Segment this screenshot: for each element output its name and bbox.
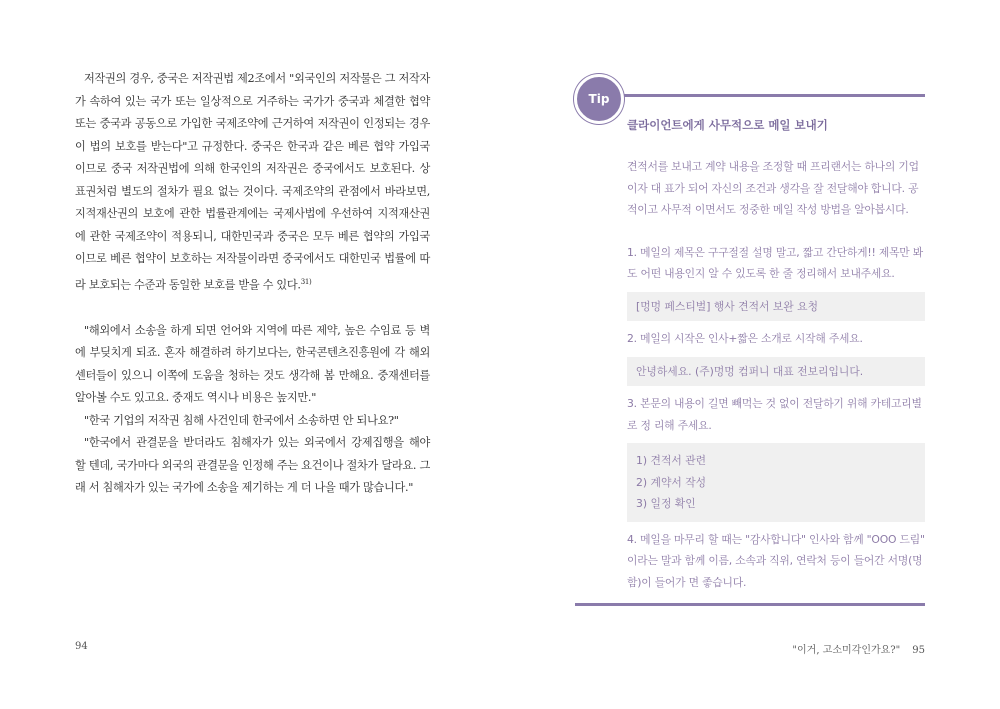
paragraph-question: "한국 기업의 저작권 침해 사건인데 한국에서 소송하면 안 되나요?" xyxy=(84,413,399,427)
left-page-body xyxy=(75,68,430,500)
footnote-marker: 31) xyxy=(300,277,312,286)
tip-badge: Tip xyxy=(574,74,624,124)
list-item: 1) 견적서 관련 xyxy=(636,454,707,467)
page-number-right: 95 xyxy=(912,645,925,656)
tip-intro: 견적서를 보내고 계약 내용을 조정할 때 프리랜서는 하나의 기업이자 대 표가 되어 자신의 조건과 생각을 잘 전달해야 합니다. 공적이고 사무적 이면서도 정중한 메일 작성 방법을 알아봅시다. xyxy=(627,160,919,216)
list-item: 3) 일정 확인 xyxy=(636,497,696,510)
example-box-categories xyxy=(627,443,925,522)
example-box-subject: [멍멍 페스티벌] 행사 견적서 보완 요청 xyxy=(627,292,925,322)
running-title: "이거, 고소미각인가요?" xyxy=(792,645,901,656)
list-item: 2) 계약서 작성 xyxy=(636,475,707,489)
tip-top-rule xyxy=(600,94,925,97)
tip-item-2: 2. 메일의 시작은 인사+짧은 소개로 시작해 주세요. xyxy=(627,332,863,345)
paragraph-quote-enforcement: "한국에서 관결문을 받더라도 침해자가 있는 외국에서 강제집행을 해야 할 텐데, 국가마다 외국의 관결문을 인정해 주는 요건이나 절차가 달라요. 그래 서 침해자가 있는 국가에 소송을 제기하는 게 더 나을 때가 많습니다." xyxy=(75,436,430,495)
tip-item-1: 1. 메일의 제목은 구구절절 설명 말고, 짧고 간단하게!! 제목만 봐도 어떤 내용인지 알 수 있도록 한 줄 정리해서 보내주세요. xyxy=(627,245,923,280)
tip-content xyxy=(627,156,925,593)
page-footer-right xyxy=(792,641,925,656)
paragraph-copyright-china: 저작권의 경우, 중국은 저작권법 제2조에서 "외국인의 저작물은 그 저작자 가 속하여 있는 국가 또는 일상적으로 거주하는 국가가 중국과 체결한 협약 또는 중국과 공동으로 가입한 국제조약에 근거하여 저작권이 인정되는 경우 이 법의 보호를 받는다"고 규정한다. 중국은 한국과 같은 베른 협약 가입국 이므로 중국 저작권법에 의해 한국인의 저작권은 중국에서도 보호된다. 상 표권처럼 별도의 절차가 필요 없는 것이다. 국제조약의 관점에서 바라보면, 지적재산권의 보호에 관한 법률관계에는 국제사법에 우선하여 지적재산권 에 관한 국제조약이 적용되니, 대한민국과 중국은 모두 베른 협약의 가입국 이므로 베른 협약이 보호하는 저작물이라면 중국에서도 대한민국 법률에 따라 보호되는 수준과 동일한 보호를 받을 수 있다.$^{31)}$ xyxy=(75,72,430,292)
tip-bottom-rule xyxy=(575,603,925,606)
page-number-left: 94 xyxy=(75,641,88,652)
tip-title: 클라이언트에게 사무적으로 메일 보내기 xyxy=(627,118,828,132)
example-box-greeting: 안녕하세요. (주)멍멍 컴퍼니 대표 전보리입니다. xyxy=(627,357,925,387)
paragraph-quote-overseas-litigation: "해외에서 소송을 하게 되면 언어와 지역에 따른 제약, 높은 수임료 등 벽 에 부딪치게 되죠. 혼자 해결하려 하기보다는, 한국콘텐츠진흥원에 각 해외 센터들이 있으니 이쪽에 도움을 청하는 것도 생각해 봄 만해요. 중재센터를 알아볼 수도 있고요. 중재도 역시나 비용은 높지만." xyxy=(75,323,430,405)
tip-item-3: 3. 본문의 내용이 길면 빼먹는 것 없이 전달하기 위해 카테고리별로 정 리해 주세요. xyxy=(627,397,922,432)
tip-item-4: 4. 메일을 마무리 할 때는 "감사합니다" 인사와 함께 "OOO 드림" 이라는 말과 함께 이름, 소속과 직위, 연락처 등이 들어간 서명(명함)이 들어가 면 좋습니다. xyxy=(627,532,925,589)
